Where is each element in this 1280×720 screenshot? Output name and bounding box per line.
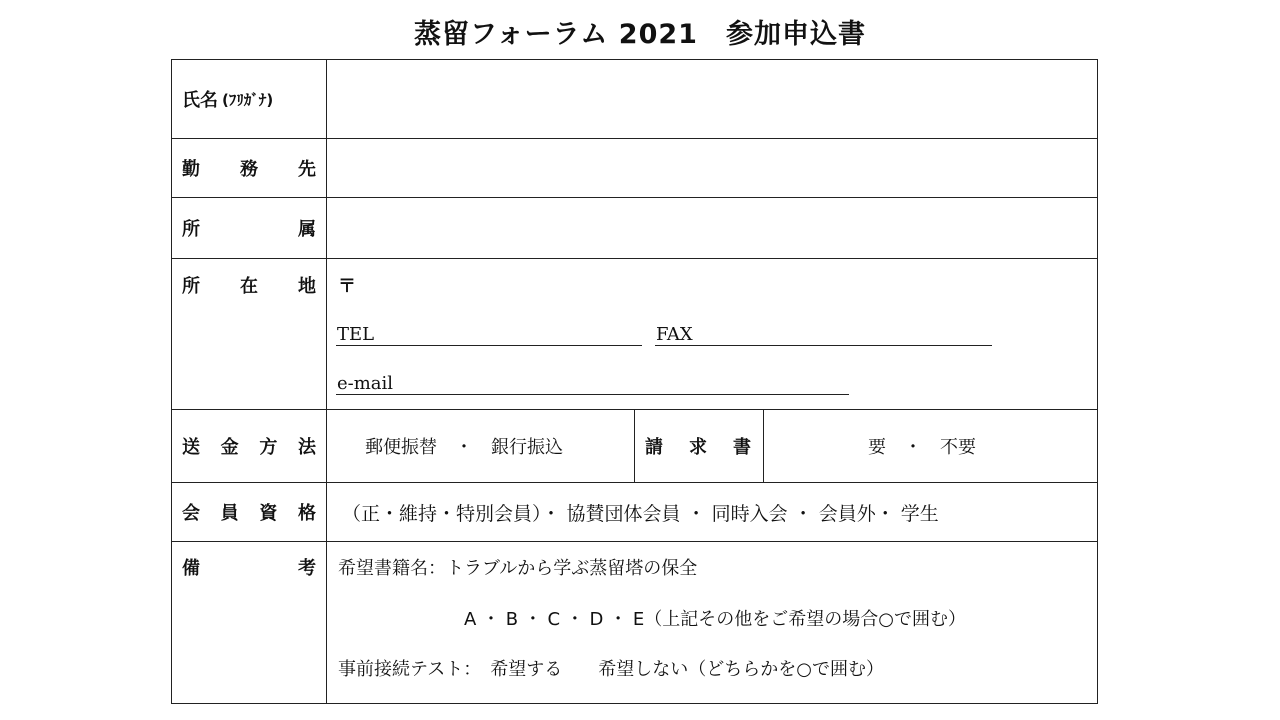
email-field[interactable] — [336, 394, 849, 395]
payment-label-char: 方 — [259, 437, 278, 458]
name-kana-label: (ﾌﾘｶﾞﾅ) — [222, 90, 274, 109]
tel-field[interactable] — [336, 345, 642, 346]
row-divider — [172, 541, 1097, 542]
row-divider — [172, 482, 1097, 483]
remarks-label — [182, 554, 316, 580]
affiliation-label-char: 所 — [182, 219, 200, 240]
membership-options[interactable]: （正・維持・特別会員）・ 協賛団体会員 ・ 同時入会 ・ 会員外・ 学生 — [342, 503, 939, 525]
workplace-label — [182, 155, 316, 181]
membership-label-char: 員 — [220, 503, 239, 524]
name-label-text: 氏名 — [182, 90, 218, 111]
invoice-label-char: 求 — [689, 437, 707, 458]
invoice-label-char: 請 — [645, 437, 663, 458]
address-label-char: 在 — [240, 276, 258, 297]
email-label: e-mail — [337, 373, 394, 394]
invoice-divider-left — [634, 409, 635, 482]
payment-label-char: 法 — [297, 437, 316, 458]
invoice-divider-right — [763, 409, 764, 482]
payment-label-char: 送 — [182, 437, 200, 458]
page-title: 蒸留フォーラム 2021 参加申込書 — [414, 19, 866, 50]
affiliation-field[interactable] — [328, 198, 1097, 258]
affiliation-label-char: 属 — [298, 219, 316, 240]
row-divider — [172, 258, 1097, 259]
workplace-label-char: 勤 — [182, 159, 200, 180]
address-label-char: 地 — [298, 276, 316, 297]
connection-test-line[interactable]: 事前接続テスト： 希望する 希望しない（どちらかを○で囲む） — [338, 659, 884, 680]
remarks-label-char: 考 — [298, 558, 316, 579]
payment-label — [182, 433, 316, 459]
name-label — [182, 86, 316, 112]
address-label-char: 所 — [182, 276, 200, 297]
invoice-label — [645, 433, 751, 459]
workplace-field[interactable] — [328, 139, 1097, 197]
remarks-label-char: 備 — [182, 558, 200, 579]
invoice-label-char: 書 — [733, 437, 751, 458]
name-field[interactable] — [328, 60, 1097, 138]
payment-label-char: 金 — [220, 437, 239, 458]
fax-label: FAX — [656, 324, 693, 345]
workplace-label-char: 先 — [298, 159, 316, 180]
address-label — [182, 272, 316, 298]
payment-options[interactable]: 郵便振替 ・ 銀行振込 — [365, 437, 563, 458]
application-form — [171, 59, 1098, 704]
membership-label-char: 資 — [259, 503, 278, 524]
membership-label-char: 格 — [297, 503, 316, 524]
workplace-label-char: 務 — [240, 159, 258, 180]
book-choices[interactable]: A ・ B ・ C ・ D ・ E（上記その他をご希望の場合○で囲む） — [464, 609, 966, 630]
postal-mark: 〒 — [338, 276, 356, 297]
membership-label — [182, 499, 316, 525]
label-column-divider — [326, 60, 327, 703]
invoice-options[interactable]: 要 ・ 不要 — [868, 437, 976, 458]
tel-label: TEL — [337, 324, 375, 345]
membership-label-char: 会 — [182, 503, 200, 524]
fax-field[interactable] — [655, 345, 992, 346]
affiliation-label — [182, 215, 316, 241]
book-title-line: 希望書籍名：トラブルから学ぶ蒸留塔の保全 — [338, 558, 698, 579]
